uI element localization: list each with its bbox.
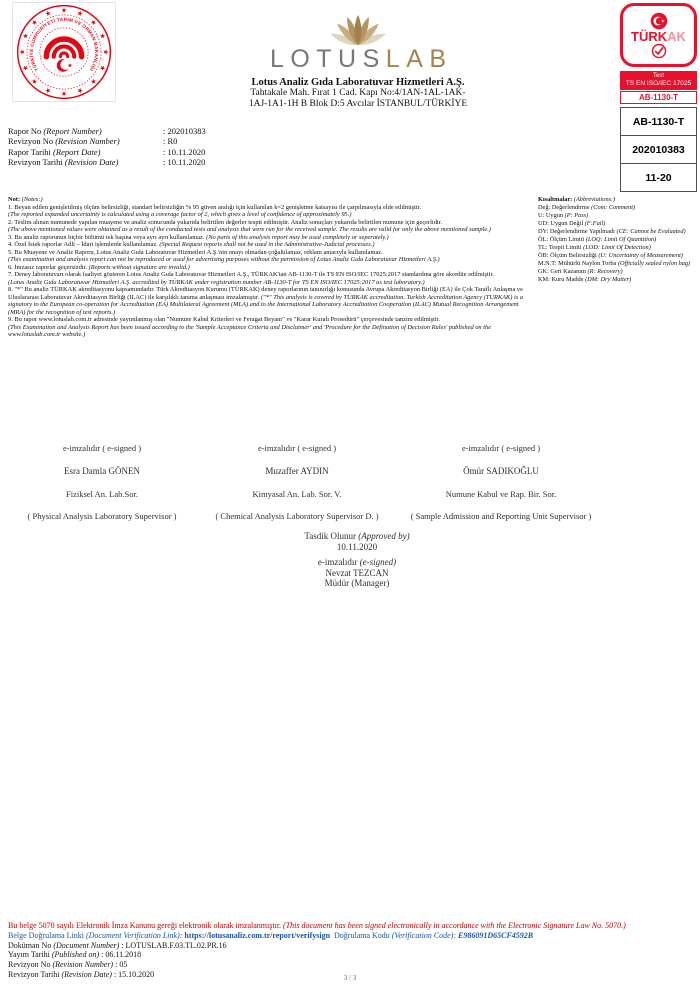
- wordmark-lotus: LOTUS: [269, 45, 386, 73]
- signature-block-sample-admission: [390, 443, 612, 521]
- report-date-value: : 10.11.2020: [163, 146, 206, 157]
- revision-number-row: Revizyon No (Revision Number) : R0: [8, 136, 178, 147]
- published-on-row: Yayım Tarihi (Published on) : 06.11.2018: [8, 950, 142, 960]
- month-year-cell: 11-20: [620, 163, 697, 192]
- turkak-brand: TÜRKAK: [631, 28, 686, 44]
- footer-section: [8, 921, 692, 980]
- accreditation-cell: AB-1130-T: [620, 107, 697, 136]
- signer-title-en: ( Sample Admission and Reporting Unit Supervisor ): [410, 511, 592, 521]
- note-item-2: 2. Teslim alınan numunede yapılan muayene ve analiz sonucunda yukarıda belirtilen değerler tespit edilmiştir. Analiz sonuçları yukarıda belirtilen numune için geçerlidir. (The above mentioned values were obtained as a result of the conducted tests and analysis that were run for the received sample. The results are valid for only the above mentioned sample.): [8, 218, 491, 233]
- abbr-line: DY: Değerlendirme Yapılmadı (CE: Cannot be Evaluated): [538, 228, 686, 235]
- note-item-9: 9. Bu rapor www.lotuslab.com.tr adresinde yayımlanmış olan "Numune Kabul Kriterleri ve Feragat Beyanı" ve "Karar Kuralı Prosedürü" çerçevesinde tanzim edilmiştir. (This Examination and Analysis Report has been issued according to the 'Sample Acceptance Criteria and Disclaimer' and 'Procedure for the Defination of Decision Rules' published on the www.lotuslab.com.tr website.): [8, 316, 492, 338]
- approved-by-line: Tasdik Olunur (Approved by): [304, 531, 410, 541]
- abbr-line: M.N.T: Mühürlü Naylon Torba (Officially sealed nylon bag): [538, 260, 691, 267]
- note-item-8: 8. "*" Bu analiz TÜRKAK akreditasyonu kapsamındadır. Türk Akreditasyon Kurumu (TÜRKAK) deney raporlarının tanınırlığı konusunda Avrupa Akreditasyon Birliği (EA) ile Çok Taraflı Anlaşma ve Uluslararası Laboratuvar Akreditasyon Birliği (ILAC) ile karşılıklı tanıma anlaşması imzalamıştır. ("*" This analysis is covered by TÜRKAK accreditation. Turkish Accreditation Agency (TURKAK) is a signatory to the European co-operation for Accreditation (EA) Multilateral Agreement (MLA) and to the International Laboratory Accreditation Cooperation (ILAC) Mutual Recognition Arrangement (MRA) for the recognition of test reports.): [8, 286, 524, 316]
- company-name: Lotus Analiz Gıda Laboratuvar Hizmetleri A.Ş.: [251, 77, 465, 88]
- abbr-line: KM: Kuru Madde (DM: Dry Matter): [538, 276, 632, 283]
- revision-number-value: : R0: [163, 136, 178, 147]
- company-address-line2: 1AJ-1A1-1H B Blok D:5 Avcılar İSTANBUL/TÜRKİYE: [248, 99, 468, 109]
- note-item-4: 4. Özel İstek raporlar Adli – İdari işlemlerde kullanılamaz. (Special Request reports shall not be used in the Administrative-Judicial processes.): [8, 241, 375, 248]
- notes-section: [8, 196, 535, 339]
- signer-name: Ömür SADIKOĞLU: [463, 466, 539, 476]
- notes-title: Not: (Notes:): [8, 196, 43, 203]
- note-item-1: 1. Beyan edilen genişletilmiş ölçüm belirsizliği, standart belirsizliğin % 95 güven aralığı için kullanılan k=2 genişletme katsayısı ile çarpılmasıyla elde edilmiştir. (The reported expanded uncertainty is calculated using a coverage factor of 2, which gives a level of confidence of approximately 95.): [8, 203, 422, 218]
- abbr-line: GK: Geri Kazanım (R: Recovery): [538, 268, 623, 275]
- turkak-scope-label: Test TS EN ISO/IEC 17025: [620, 71, 697, 90]
- checkmark-circle-icon: [651, 43, 667, 59]
- turkak-accreditation-mark: [620, 3, 697, 192]
- signer-title-tr: Kimyasal An. Lab. Sor. V.: [252, 489, 342, 499]
- signer-title-tr: Fiziksel An. Lab.Sor.: [65, 489, 138, 499]
- abbreviations-section: [538, 196, 698, 284]
- seal-center-emblem: [46, 39, 81, 72]
- document-number-row: Doküman No (Document Number) : LOTUSLAB.F.03.TL.02.PR.16: [8, 940, 227, 950]
- esign-label: e-imzalıdır ( e-signed ): [257, 443, 337, 453]
- report-number-cell: 202010383: [620, 135, 697, 164]
- lotuslab-header: [182, 2, 534, 110]
- footer-revision-date-row: Revizyon Tarihi (Revision Date) : 15.10.2020: [8, 969, 155, 979]
- signer-title-en: ( Chemical Analysis Laboratory Supervisor D. ): [215, 511, 379, 521]
- abbr-line: ÖB: Ölçüm Belirsizliği (U: Uncertainty of Measurement): [538, 252, 683, 259]
- esign-label: e-imzalıdır ( e-signed ): [62, 443, 142, 453]
- verification-line: Belge Doğrulama Linki (Document Verification Link): https://lotusanaliz.com.tr/report/verifysign Doğrulama Kodu (Verification Code): E986091D65CF4592B: [8, 930, 534, 940]
- seal-circular-text: TÜRKİYE CUMHURİYETİ TARIM VE ORMAN BAKANLIĞI: [28, 16, 100, 72]
- note-item-5: 5. Bu Muayene ve Analiz Raporu, Lotus Analiz Gıda Laboratuvar Hizmetleri A.Ş.'nin onayı olmadan çoğaltılamaz, reklam amacıyla kullanılamaz. (This examination and analysis report can not be reproduced or used for advertising purposes without the permission of Lotus Analiz Gıda Laboratuvar Hizmetleri A.Ş.): [8, 248, 440, 263]
- signature-block-chemical: [204, 443, 390, 521]
- approval-date: 10.11.2020: [336, 541, 378, 552]
- turkak-logo: [620, 3, 697, 67]
- approval-esign-line: e-imzalıdır (e-signed): [317, 557, 397, 567]
- approver-name: Nevzat TEZCAN: [325, 567, 389, 578]
- abbr-line: UD: Uygun Değil (F:Fail): [538, 220, 606, 227]
- wordmark-lab: LAB: [385, 45, 453, 73]
- revision-date-row: Revizyon Tarihi (Revision Date) : 10.11.2020: [8, 156, 206, 167]
- ministry-seal-icon: [13, 3, 115, 101]
- abbr-line: ÖL: Ölçüm Limiti (LOQ: Limit Of Quantition): [538, 236, 657, 243]
- report-number-row: Rapor No (Report Number) : 202010383: [8, 126, 206, 136]
- signer-title-en: ( Physical Analysis Laboratory Supervisor ): [27, 511, 177, 521]
- approver-title: Müdür (Manager): [324, 578, 390, 588]
- footer-revision-number-row: Revizyon No (Revision Number) : 05: [8, 960, 128, 970]
- signer-name: Esra Damla GÖNEN: [64, 466, 140, 476]
- note-item-7: 7. Deney laboratuvarı olarak faaliyet gösteren Lotus Analiz Gıda Laboratuvar Hizmetleri A.Ş., TÜRKAK'tan AB-1130-T ile TS EN ISO/IEC 17025:2017 standardına göre akredite edilmiştir. (Lotus Analiz Gıda Laboratuvar Hizmetleri A.Ş. accredited by TÜRKAK under registration number AB-1130-T for TS EN ISO/IEC 17025:2017 as test laboratory.): [8, 271, 494, 286]
- lotuslab-wordmark: [182, 47, 534, 72]
- ministry-seal-logo: [12, 2, 116, 102]
- abbr-line: Değ: Değerlendirme (Com: Comment): [538, 204, 636, 211]
- signature-block-physical: [0, 443, 204, 521]
- signer-name: Muzaffer AYDIN: [265, 466, 329, 476]
- note-item-6: 6. İmzasız raporlar geçersizdir. (Reports without signature are invalid.): [8, 263, 190, 271]
- report-info: [8, 126, 206, 167]
- approval-section: [0, 531, 700, 589]
- company-address-line1: Tahtakale Mah. Fırat 1 Cad. Kapı No:4/1AN-1AL-1AK-: [250, 88, 466, 98]
- abbr-line: TL: Tespit Limiti (LOD: Limit Of Detection): [538, 244, 651, 251]
- verification-code: E986091D65CF4592B: [458, 930, 534, 940]
- abbr-line: U: Uygun (P: Pass): [538, 212, 589, 219]
- electronic-signature-notice: Bu belge 5070 sayılı Elektronik İmza Kanunu gereği elektronik olarak imzalanmıştır. (This document has been signed electronically in accordance with the Electronic Signature Law No. 5070.): [8, 921, 626, 930]
- esign-label: e-imzalıdır ( e-signed ): [461, 443, 541, 453]
- turkak-accreditation-number: AB-1130-T: [620, 91, 697, 104]
- page-number: 3 / 3: [343, 974, 357, 982]
- report-number-value: : 202010383: [163, 126, 206, 136]
- lotus-flower-icon: [326, 2, 390, 48]
- turkish-flag-icon: [650, 12, 668, 30]
- signer-title-tr: Numune Kabul ve Rap. Bir. Sor.: [445, 489, 557, 499]
- revision-date-value: : 10.11.2020: [163, 156, 206, 167]
- verification-link[interactable]: https://lotusanaliz.com.tr/report/verifysign: [184, 930, 331, 940]
- signatures-section: [0, 443, 612, 521]
- abbreviations-title: Kısaltmalar: (Abbreviations:): [538, 196, 616, 203]
- report-date-row: Rapor Tarihi (Report Date) : 10.11.2020: [8, 146, 206, 157]
- note-item-3: 3. Bu analiz raporunun hiçbir bölümü tek başına veya ayrı ayrı kullanılamaz. (No parts of this analysis report may be used completely or seperately.): [8, 233, 389, 241]
